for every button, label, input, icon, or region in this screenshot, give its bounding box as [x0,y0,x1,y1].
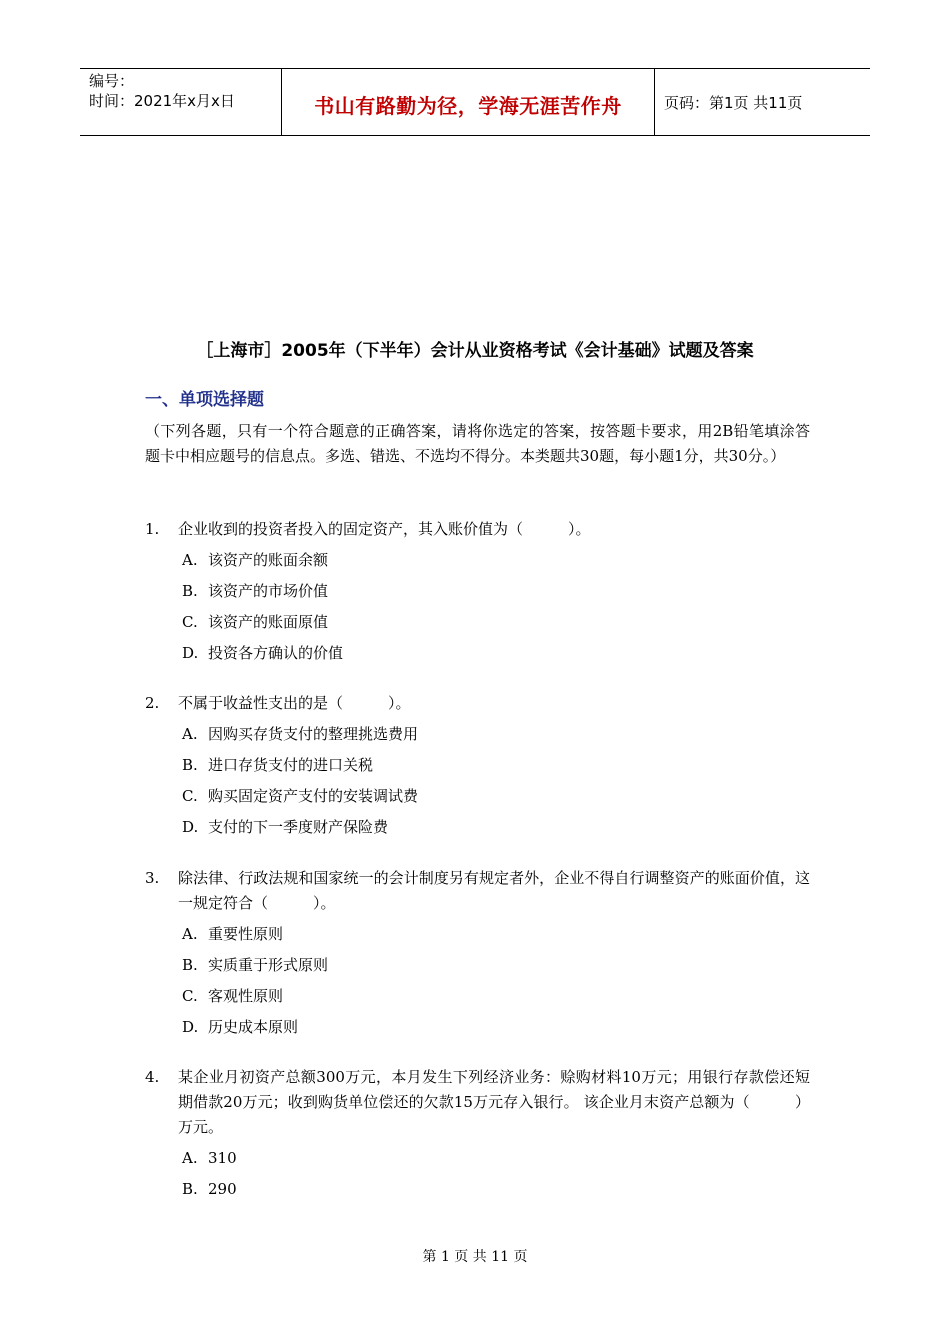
option-c [182,610,810,641]
option-a [182,722,810,753]
option-a [182,1146,810,1177]
option-b [182,953,810,984]
question-number: 3. [145,869,160,887]
question-stem [145,691,810,716]
question-text: 除法律、行政法规和国家统一的会计制度另有规定者外，企业不得自行调整资产的账面价值，这一规定符合（ ）。 [178,869,810,912]
question-3 [145,866,810,1046]
question-text: 不属于收益性支出的是（ ）。 [178,694,411,712]
question-number: 1. [145,520,160,538]
option-letter: C. [182,987,198,1005]
option-letter: C. [182,613,198,631]
option-text: 重要性原则 [208,925,284,943]
option-text: 客观性原则 [208,987,284,1005]
option-text: 实质重于形式原则 [208,956,329,974]
question-2 [145,691,810,846]
page-header [80,68,870,136]
option-a [182,922,810,953]
option-letter: B. [182,1180,198,1198]
option-text: 该资产的账面余额 [208,551,329,569]
header-page-info: 页码：第1页 共11页 [664,93,803,112]
option-letter: B. [182,756,198,774]
option-b [182,753,810,784]
question-4 [145,1065,810,1208]
question-stem [145,866,810,916]
question-1 [145,517,810,672]
option-a [182,548,810,579]
instructions: （下列各题，只有一个符合题意的正确答案，请将你选定的答案，按答题卡要求，用2B铅笔填涂答题卡中相应题号的信息点。多选、错选、不选均不得分。本类题共30题，每小题1分，共30分。） [145,422,810,465]
option-text: 历史成本原则 [208,1018,299,1036]
header-motto: 书山有路勤为径，学海无涯苦作舟 [282,69,655,135]
option-letter: C. [182,787,198,805]
option-d [182,641,810,672]
option-c [182,784,810,815]
date-label: 时间：2021年x月x日 [89,92,235,110]
option-letter: A. [182,925,198,943]
page-footer: 第 1 页 共 11 页 [422,1249,528,1265]
option-list [182,1146,810,1208]
option-text: 进口存货支付的进口关税 [208,756,374,774]
question-stem [145,1065,810,1140]
header-meta [80,69,282,135]
option-c [182,984,810,1015]
question-text: 某企业月初资产总额300万元，本月发生下列经济业务：赊购材料10万元；用银行存款偿还短期借款20万元；收到购货单位偿还的欠款15万元存入银行。 该企业月末资产总额为（ ）万元。 [178,1068,810,1136]
code-label: 编号： [89,72,135,90]
question-text: 企业收到的投资者投入的固定资产，其入账价值为（ ）。 [178,520,591,538]
option-text: 投资各方确认的价值 [208,644,344,662]
document-title: ［上海市］2005年（下半年）会计从业资格考试《会计基础》试题及答案 [196,341,754,361]
question-number: 2. [145,694,160,712]
option-text: 310 [208,1149,237,1167]
option-text: 购买固定资产支付的安装调试费 [208,787,419,805]
option-list [182,922,810,1046]
option-d [182,815,810,846]
option-text: 290 [208,1180,237,1198]
option-letter: B. [182,956,198,974]
option-list [182,722,810,846]
option-letter: D. [182,644,199,662]
option-text: 因购买存货支付的整理挑选费用 [208,725,419,743]
option-letter: A. [182,551,198,569]
option-text: 支付的下一季度财产保险费 [208,818,389,836]
option-b [182,1177,810,1208]
option-text: 该资产的市场价值 [208,582,329,600]
question-number: 4. [145,1068,160,1086]
option-d [182,1015,810,1046]
option-b [182,579,810,610]
question-stem [145,517,810,542]
section-heading: 一、单项选择题 [145,390,264,410]
option-letter: D. [182,818,199,836]
option-list [182,548,810,672]
option-letter: A. [182,725,198,743]
option-letter: B. [182,582,198,600]
option-text: 该资产的账面原值 [208,613,329,631]
option-letter: D. [182,1018,199,1036]
option-letter: A. [182,1149,198,1167]
